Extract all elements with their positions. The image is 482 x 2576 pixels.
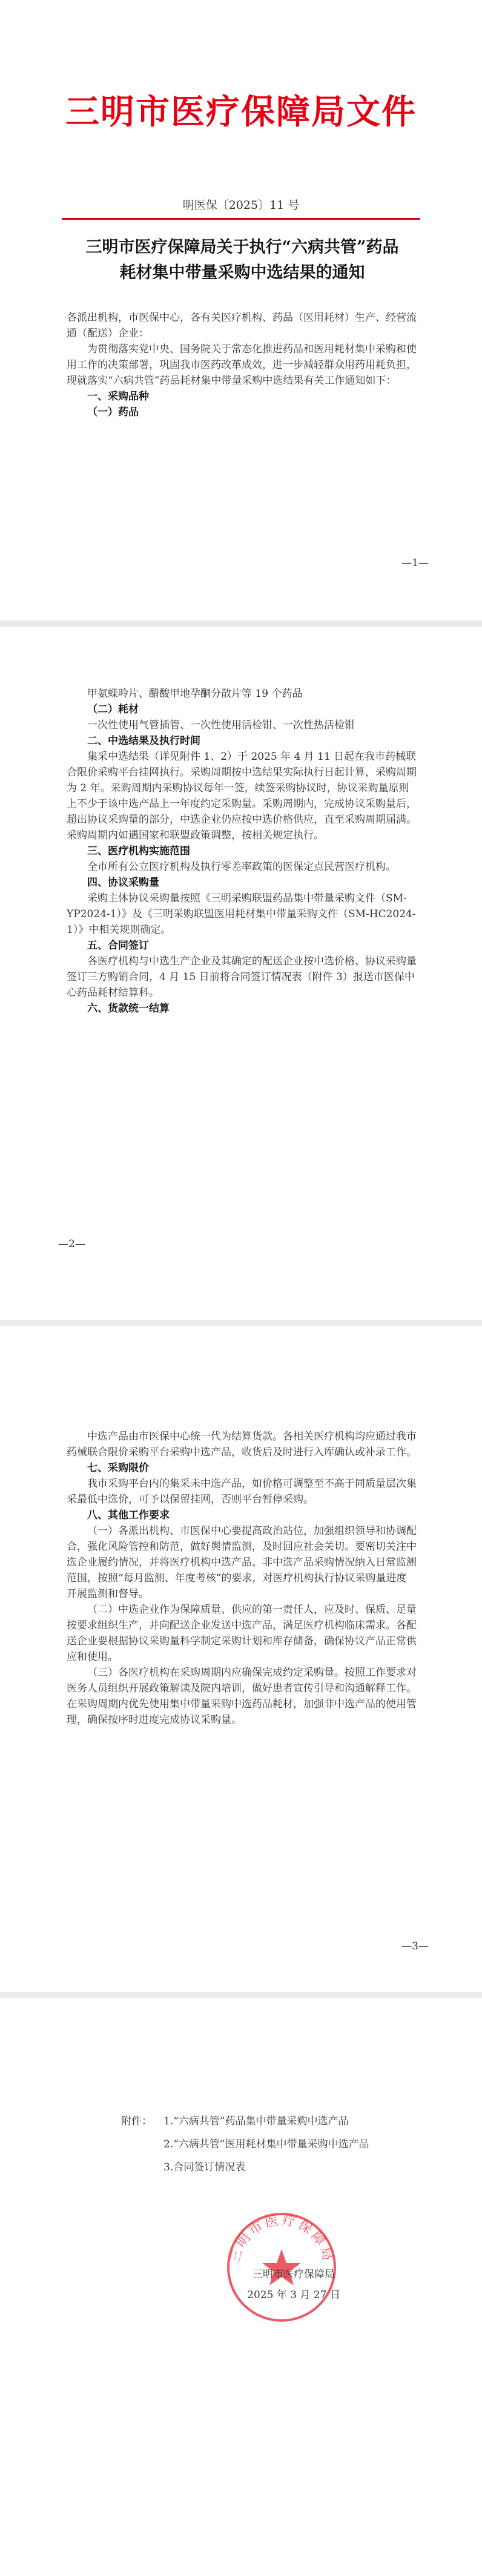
page-number: —1—	[401, 557, 429, 569]
section-1-1-heading: （一）药品	[87, 406, 139, 418]
section-2-heading: 二、中选结果及执行时间	[87, 735, 200, 747]
salutation: 各派出机构，市医保中心，各有关医疗机构、药品（医用耗材）生产、经营流通（配送）企业：	[67, 312, 417, 340]
title-line-1: 三明市医疗保障局关于执行“六病共管”药品	[85, 238, 399, 257]
section-8-heading: 八、其他工作要求	[87, 1509, 170, 1521]
attachment-item: 1.“六病共管”药品集中带量采购中选产品	[163, 2115, 349, 2127]
page-1	[0, 0, 482, 621]
official-seal	[218, 2201, 345, 2328]
drug-list: 甲氨蝶呤片、醋酸甲地孕酮分散片等 19 个药品	[87, 688, 303, 700]
section-5-heading: 五、合同签订	[87, 940, 149, 952]
section-3-text: 全市所有公立医疗机构及执行零差率政策的医保定点民营医疗机构。	[87, 861, 396, 873]
title-line-2: 耗材集中带量采购中选结果的通知	[119, 263, 365, 282]
page-3	[0, 1326, 482, 1992]
signing-organization: 三明市医疗保障局	[253, 2268, 335, 2281]
attachments-label: 附件：	[121, 2115, 152, 2127]
section-8-3-text: （三）各医疗机构在采购周期内应确保完成约定采购量。按照工作要求对医务人员组织开展政策解读及院内培训，做好患者宣传引导和沟通解释工作。在采购周期内优先使用集中带量采购中选药品耗材，加强非中选产品的使用管理，确保按序时进度完成协议采购量。	[67, 1667, 417, 1726]
page-number: —3—	[401, 1940, 429, 1952]
attachments-list	[121, 2110, 436, 2179]
attachment-item: 2.“六病共管”医用耗材集中带量采购中选产品	[163, 2138, 369, 2150]
intro-paragraph: 为贯彻落实党中央、国务院关于常态化推进药品和医用耗材集中采购和使用工作的决策部署，巩固我市医药改革成效，进一步减轻群众用药用耗负担，现就落实“六病共管”药品耗材集中带量采购中选结果有关工作通知如下：	[67, 343, 417, 387]
attachment-item: 3.合同签订情况表	[163, 2161, 246, 2173]
section-3-heading: 三、医疗机构实施范围	[87, 845, 190, 857]
document-title	[61, 235, 424, 286]
section-1-2-heading: （二）耗材	[87, 703, 139, 716]
red-divider	[62, 218, 420, 220]
document-masthead: 三明市医疗保障局文件	[65, 92, 417, 132]
section-6-heading: 六、货款统一结算	[87, 1003, 170, 1015]
section-8-1-text: （一）各派出机构、市医保中心要提高政治站位，加强组织领导和协调配合，强化风险管控和防范，做好舆情监测，及时回应社会关切。要密切关注中选企业履约情况，并将医疗机构中选产品、非中选产品采购情况纳入日常监测范围，按照“每月监测、年度考核”的要求，对医疗机构执行协议采购量进度开展监测和督导。	[67, 1525, 417, 1600]
page-number: —2—	[58, 1238, 85, 1250]
page-2-body	[67, 686, 417, 1016]
section-7-heading: 七、采购限价	[87, 1462, 149, 1474]
page-2	[0, 627, 482, 1320]
section-5-text: 各医疗机构与中选生产企业及其确定的配送企业按中选价格、协议采购量签订三方购销合同，4 月 15 日前将合同签订情况表（附件 3）报送市医保中心药品耗材结算科。	[67, 955, 417, 999]
official-seal-icon	[218, 2201, 345, 2328]
section-2-text: 集采中选结果（详见附件 1、2）于 2025 年 4 月 11 日起在我市药械联合限价采购平台挂网执行。采购周期按中选结果实际执行日起计算，采购周期为 2 年。采购周期内采购协议每年一签，续签采购协议时，协议采购量原则上不少于该中选产品上一年度约定采购量。采购周期内，完成协议采购量后，超出协议采购量的部分，中选企业仍应按中选价格供应，直至采购周期届满。采购周期内如遇国家和联盟政策调整，按相关规定执行。	[67, 751, 417, 842]
page-4	[0, 1998, 482, 2576]
section-4-text: 采购主体协议采购量按照《三明采购联盟药品集中带量采购文件（SM-YP2024-1）》及《三明采购联盟医用耗材集中带量采购文件（SM-HC2024-1）》中相关规则确定。	[67, 892, 416, 936]
section-8-2-text: （二）中选企业作为保障质量、供应的第一责任人，应及时、保质、足量按要求组织生产，并向配送企业发送中选产品，满足医疗机构临床需求。各配送企业要根据协议采购量科学制定采购计划和库存储备，确保协议产品正常供应和使用。	[67, 1604, 417, 1663]
page-3-body	[67, 1429, 417, 1728]
seal-text: 三明市医疗保障局	[227, 2213, 336, 2265]
signing-date: 2025 年 3 月 27 日	[247, 2289, 340, 2301]
document-number: 明医保〔2025〕11 号	[182, 199, 300, 212]
page-1-body	[67, 310, 417, 420]
consumables-list: 一次性使用气管插管、一次性使用活检钳、一次性热活检钳	[87, 719, 355, 731]
section-6-text: 中选产品由市医保中心统一代为结算货款。各相关医疗机构均应通过我市药械联合限价采购平台采购中选产品，收货后及时进行入库确认或补录工作。	[67, 1431, 417, 1458]
section-1-heading: 一、采购品种	[87, 390, 149, 403]
section-4-heading: 四、协议采购量	[87, 877, 159, 889]
section-7-text: 我市采购平台内的集采未中选产品，如价格可调整至不高于同质量层次集采最低中选价，可予以保留挂网，否则平台暂停采购。	[67, 1478, 417, 1506]
